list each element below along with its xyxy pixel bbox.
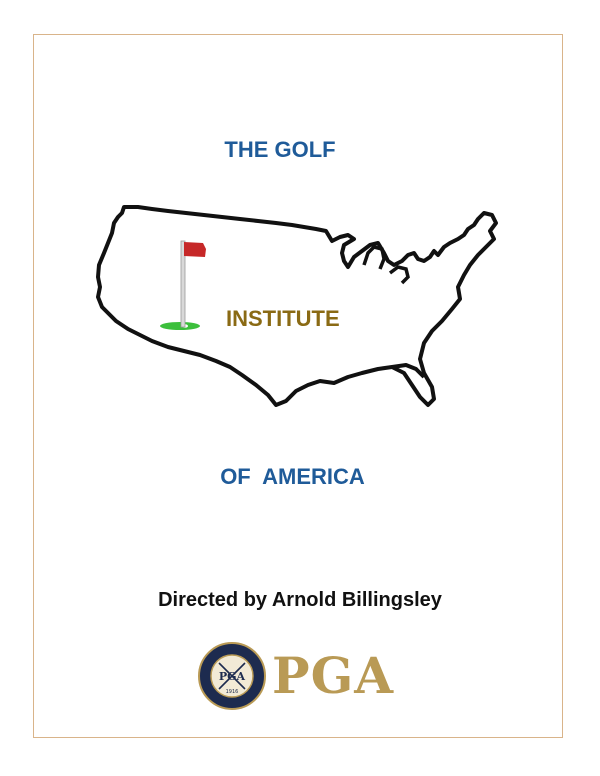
great-lakes-outline	[364, 247, 408, 283]
seal-year-text: 1916	[225, 689, 239, 695]
title-line-1: THE GOLF	[224, 137, 336, 162]
pga-wordmark: PGA	[272, 646, 395, 705]
title-line-3: OF AMERICA	[220, 464, 365, 489]
golf-flag-icon	[160, 241, 206, 330]
title-line-2: INSTITUTE	[226, 306, 340, 331]
pga-seal-icon	[197, 641, 267, 711]
pga-logo	[197, 641, 407, 711]
director-credit: Directed by Arnold Billingsley	[158, 589, 442, 611]
seal-center-text: PGA	[218, 670, 246, 683]
